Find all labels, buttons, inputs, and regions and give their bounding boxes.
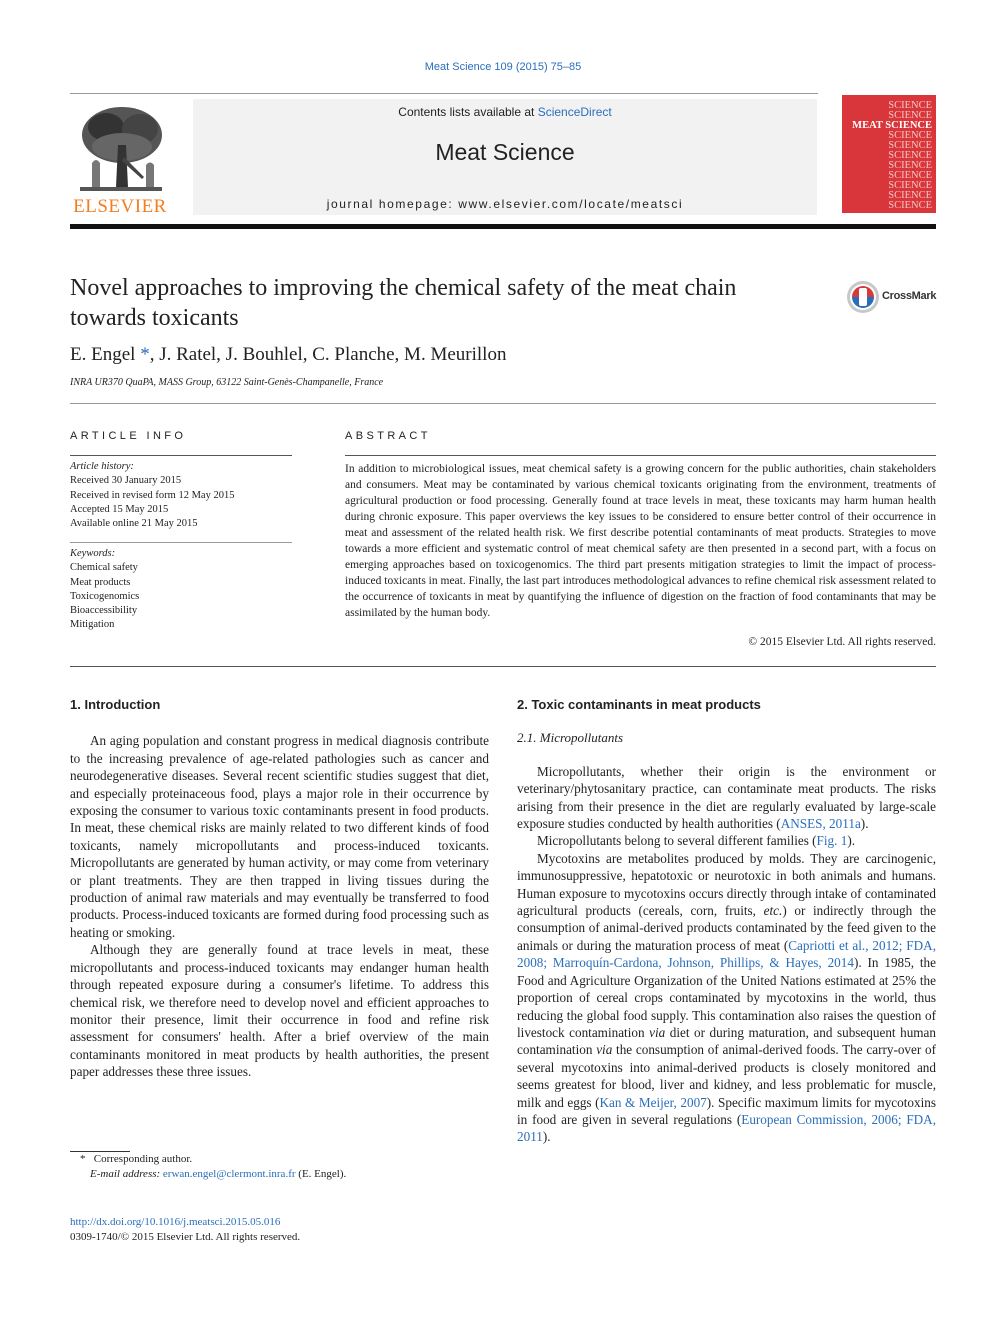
ref-anses-link[interactable]: ANSES, 2011a <box>780 816 861 832</box>
footnote-corresponding-text: Corresponding author. <box>93 1153 193 1165</box>
footnote-email <box>70 1167 489 1182</box>
elsevier-tree-icon <box>70 101 170 197</box>
journal-title-box <box>193 99 817 215</box>
author-rest: , J. Ratel, J. Bouhlel, C. Planche, M. Meurillon <box>149 344 507 365</box>
doi-block <box>70 1215 300 1245</box>
affiliation-divider <box>70 403 936 404</box>
cover-text-line: SCIENCE <box>888 140 932 151</box>
cover-text-line: SCIENCE <box>888 190 932 201</box>
author-first: E. Engel <box>70 344 141 365</box>
mycotoxins-paragraph <box>517 850 936 1146</box>
contents-prefix: Contents lists available at <box>398 105 538 119</box>
text-italic: via <box>649 1024 666 1040</box>
ref-capriotti-link[interactable]: Capriotti et al., 2012; FDA, 2008; Marroquín-Cardona, Johnson, Phillips, & Hayes, 2014 <box>517 937 936 971</box>
keywords-rule <box>70 542 292 543</box>
subsection-heading-micropollutants: 2.1. Micropollutants <box>517 730 624 746</box>
section-heading-introduction: 1. Introduction <box>70 697 161 712</box>
abstract-rule <box>345 455 936 456</box>
elsevier-logo <box>70 101 170 217</box>
article-info-rule <box>70 455 292 456</box>
history-item: Received in revised form 12 May 2015 <box>70 489 235 501</box>
crossmark-badge[interactable] <box>846 280 946 316</box>
fig-1-link[interactable]: Fig. 1 <box>816 833 848 849</box>
journal-homepage[interactable]: journal homepage: www.elsevier.com/locate/meatsci <box>326 197 684 211</box>
cover-text-line: SCIENCE <box>888 150 932 161</box>
journal-name: Meat Science <box>435 139 575 165</box>
author-email-link[interactable]: erwan.engel@clermont.inra.fr <box>162 1168 296 1180</box>
history-item: Available online 21 May 2015 <box>70 518 198 530</box>
journal-header <box>70 93 936 215</box>
text-run: Mycotoxins are metabolites produced by molds. They are carcinogenic, immunosuppressive, hepatotoxic or neurotoxic in both animals and humans. Human exposure to mycotoxins occurs directly through intake of contaminated agricultural products (cereals, corn, fruits, <box>517 850 936 919</box>
crossmark-label: CrossMark <box>882 290 937 302</box>
section-heading-toxic-contaminants: 2. Toxic contaminants in meat products <box>517 697 761 712</box>
journal-citation-link[interactable]: Meat Science 109 (2015) 75–85 <box>424 61 582 73</box>
cover-text-line: SCIENCE <box>888 130 932 141</box>
header-divider <box>70 224 936 229</box>
intro-paragraph-2: Although they are generally found at trace levels in meat, these micropollutants and process-induced toxicants may endanger human health through repeated exposure during a consumer's lifetime. To address this chemical risk, we therefore need to develop novel and efficient approaches to monitor their presence, limit their occurrence in food and refine risk assessment for consumers' health. After a brief overview of the main contaminants monitored in meat products by health authorities, the present paper addresses these three issues. <box>70 942 489 1080</box>
email-suffix: (E. Engel). <box>295 1168 347 1180</box>
keyword: Toxicogenomics <box>70 590 140 602</box>
affiliation: INRA UR370 QuaPA, MASS Group, 63122 Saint-Genès-Champanelle, France <box>70 377 384 388</box>
article-title: Novel approaches to improving the chemical safety of the meat chain towards toxicants <box>70 275 737 331</box>
micropollutants-paragraph-1 <box>517 763 936 833</box>
corresponding-author-marker[interactable]: * <box>140 344 150 365</box>
right-column <box>517 696 936 1146</box>
abstract-heading: ABSTRACT <box>345 430 431 442</box>
text-run: ). <box>860 816 869 832</box>
cover-text-line: SCIENCE <box>888 180 932 191</box>
abstract-copyright: © 2015 Elsevier Ltd. All rights reserved. <box>748 636 936 648</box>
history-item: Accepted 15 May 2015 <box>70 503 169 515</box>
text-run: Micropollutants belong to several different families ( <box>537 833 817 849</box>
cover-text-line: SCIENCE <box>888 110 932 121</box>
keywords <box>70 547 292 633</box>
text-run: ). <box>847 833 856 849</box>
text-run: ). Specific maximum limits for mycotoxins in food are given in several regulations ( <box>517 1094 936 1127</box>
header-top-rule <box>70 93 818 94</box>
article-info-heading: ARTICLE INFO <box>70 430 187 442</box>
abstract-divider <box>70 666 936 667</box>
footnote-star: * <box>80 1153 86 1165</box>
footnote <box>70 1152 489 1182</box>
text-run: ). In 1985, the Food and Agriculture Organization of the United Nations estimated at 25% the proportion of cereal crops contaminated by mycotoxins in the world, thus reducing the global food supply. This contamination also raises the question of livestock contamination <box>517 955 936 1040</box>
keyword: Mitigation <box>70 619 115 631</box>
text-run: the consumption of animal-derived foods. The carry-over of several mycotoxins into animal-derived products is closely monitored and seems greatest for blood, liver and kidney, and less problematic for muscle, milk and eggs ( <box>517 1042 936 1110</box>
keyword: Bioaccessibility <box>70 605 138 617</box>
cover-text-line: SCIENCE <box>888 100 932 111</box>
keywords-label: Keywords: <box>70 548 116 559</box>
elsevier-wordmark: ELSEVIER <box>73 196 167 217</box>
history-item: Received 30 January 2015 <box>70 475 182 487</box>
email-label: E-mail address: <box>90 1168 163 1180</box>
sciencedirect-link[interactable]: ScienceDirect <box>537 105 612 119</box>
journal-cover-image <box>842 95 936 213</box>
keyword: Meat products <box>70 576 131 588</box>
keyword: Chemical safety <box>70 562 138 574</box>
cover-text-line: SCIENCE <box>888 160 932 171</box>
text-run: ) or indirectly through the consumption of animal-derived products contaminated by the feed given to the animals or during the maturation process of meat ( <box>517 903 936 953</box>
article-history <box>70 460 292 531</box>
intro-paragraph-1: An aging population and constant progress in medical diagnosis contribute to the increasing prevalence of age-related pathologies such as cancer and neurodegenerative diseases. Several recent scientific studies suggest that diet, and especially proteinaceous food, plays a major role in their occurrence by exposing the consumer to various toxic contaminants present in food products. In meat, these chemical risks are mainly related to two different kinds of food toxicants, namely micropollutants and process-induced toxicants. Micropollutants are generated by human activity, or may come from veterinary or plant treatments. They are then trapped in living tissues during the production of animal raw materials and may eventually be transferred to food products. Process-induced toxicants are formed during food processing such as heating or smoking. <box>70 733 489 940</box>
abstract-text: In addition to microbiological issues, meat chemical safety is a growing concern for the public authorities, chain stakeholders and consumers. Meat may be contaminated by various chemical toxicants originating from the environment, treatments of agricultural production or food processing. Generally found at trace levels in meat, these toxicants may harm human health during chronic exposure. This paper overviews the key issues to be considered to ensure better control of their occurrence in meat and assessment of the related health risk. We first describe potential contaminants of meat products. Strategies to move towards a more efficient and systematic control of meat chemical safety are then presented in a second part, with a focus on emerging approaches based on toxicogenomics. The third part presents mitigation strategies to limit the impact of process-induced toxicants in meat. Finally, the last part introduces methodological advances to refine chemical risk assessment related to the occurrence of toxicants in meat by quantifying the influence of digestion on the fraction of food contaminants that may be assimilated by the human body. <box>345 463 937 619</box>
text-italic: via <box>596 1042 613 1058</box>
text-run: Micropollutants, whether their origin is the environment or veterinary/phytosanitary practice, can contaminate meat products. The risks arising from their presence in the diet are regularly evaluated by large-scale exposure studies conducted by health authorities ( <box>517 763 936 832</box>
left-column <box>70 696 489 1081</box>
cover-text-line: SCIENCE <box>888 200 932 211</box>
author-list <box>70 344 506 366</box>
micropollutants-paragraph-2 <box>517 832 936 849</box>
cover-text-line: SCIENCE <box>888 170 932 181</box>
text-run: ). <box>542 1129 551 1145</box>
text-italic: etc. <box>763 903 783 919</box>
issn-copyright: 0309-1740/© 2015 Elsevier Ltd. All rights reserved. <box>70 1231 301 1243</box>
cover-text-line: MEAT SCIENCE <box>852 120 932 131</box>
history-label: Article history: <box>70 461 134 472</box>
doi-link[interactable]: http://dx.doi.org/10.1016/j.meatsci.2015.05.016 <box>70 1216 281 1228</box>
crossmark-icon <box>846 280 880 314</box>
footnote-corresponding <box>70 1152 489 1167</box>
contents-line <box>193 105 817 119</box>
ref-kan-meijer-link[interactable]: Kan & Meijer, 2007 <box>599 1094 707 1110</box>
ref-european-commission-link[interactable]: European Commission, 2006; FDA, 2011 <box>517 1111 936 1145</box>
text-run: diet or during maturation, and subsequent human contamination <box>517 1024 936 1058</box>
